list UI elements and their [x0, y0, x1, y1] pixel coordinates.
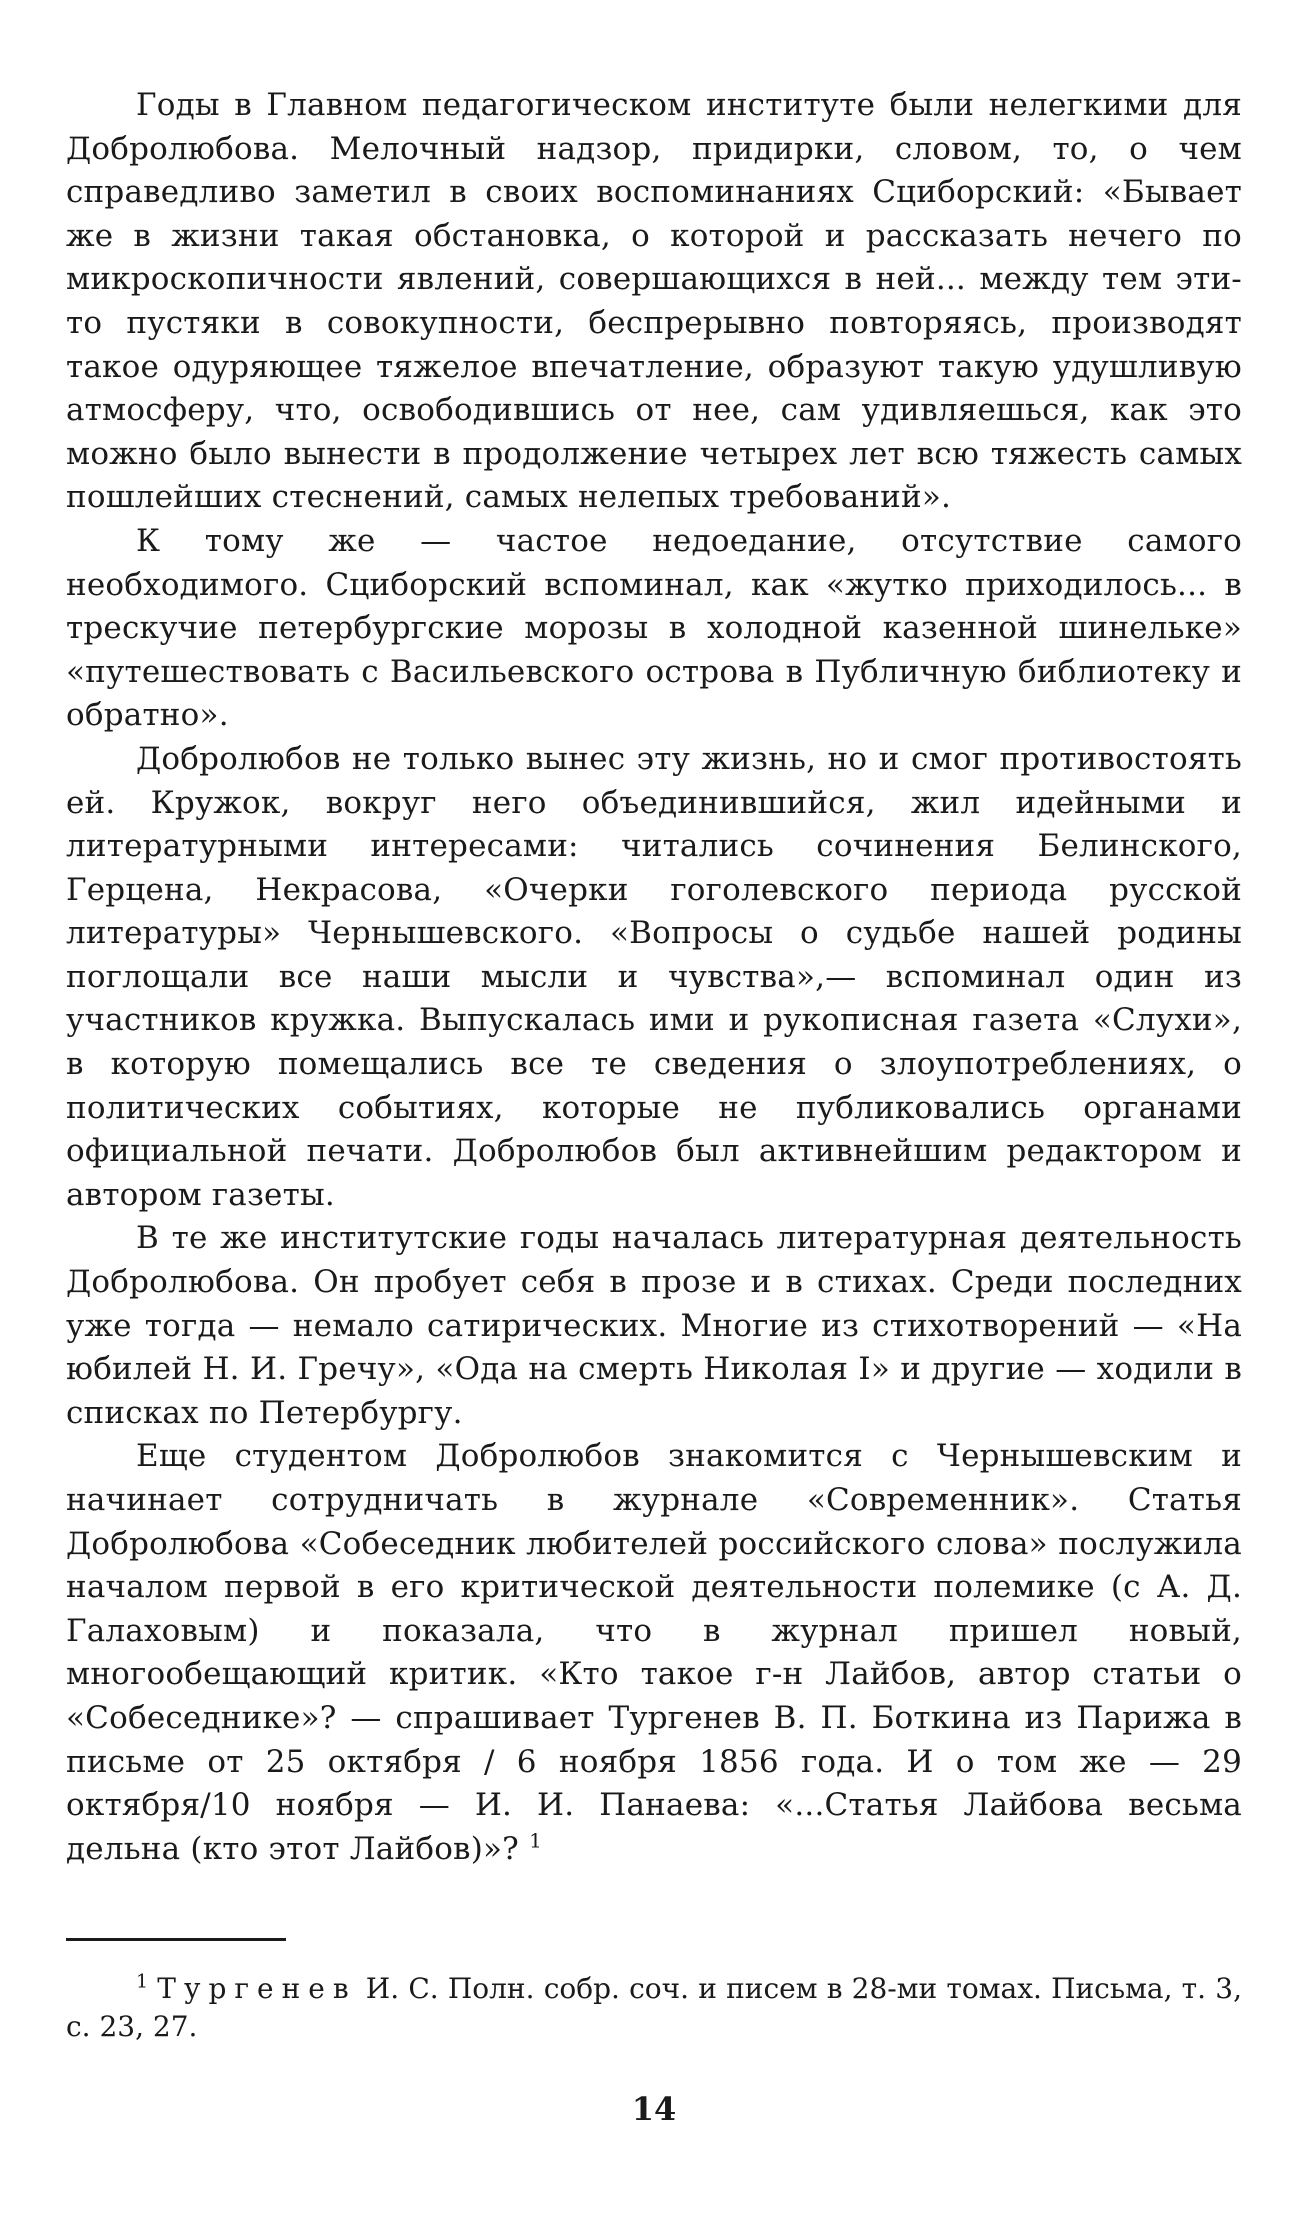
footnote-number: 1: [136, 1970, 149, 1993]
footnote: [66, 1970, 1242, 2046]
paragraph-3: Добролюбов не только вынес эту жизнь, но и смог противостоять ей. Кружок, вокруг него объединившийся, жил идейными и литературными интересами: читались сочинения Белинского, Герцена, Некрасова, «Очерки гоголевского периода русской литературы» Чернышевского. «Вопросы о судьбе нашей родины поглощали все наши мысли и чувства»,— вспоминал один из участников кружка. Выпускалась ими и рукописная газета «Слухи», в которую помещались все те сведения о злоупотреблениях, о политических событиях, которые не публиковались органами официальной печати. Добролюбов был активнейшим редактором и автором газеты.: [66, 740, 1242, 1213]
footnote-divider: [66, 1938, 286, 1941]
page-number: 14: [631, 2090, 677, 2128]
footnote-text: И. С. Полн. собр. соч. и писем в 28-ми томах. Письма, т. 3, с. 23, 27.: [66, 1972, 1242, 2043]
footnote-reference[interactable]: 1: [529, 1828, 542, 1853]
paragraph-5-text: Еще студентом Добролюбов знакомится с Чернышевским и начинает сотрудничать в журнале «Современник». Статья Добролюбова «Собеседник любителей российского слова» послужила началом первой в его критической деятельности полемике (с А. Д. Галаховым) и показала, что в журнал пришел новый, многообещающий критик. «Кто такое г-н Лайбов, автор статьи о «Собеседнике»? — спрашивает Тургенев В. П. Боткина из Парижа в письме от 25 октября / 6 ноября 1856 года. И о том же — 29 октября/10 ноября — И. И. Панаева: «...Статья Лайбова весьма дельна (кто этот Лайбов)»?: [66, 1438, 1242, 1867]
paragraph-1: Годы в Главном педагогическом институте были нелегкими для Добролюбова. Мелочный надзор, придирки, словом, то, о чем справедливо заметил в своих воспоминаниях Сциборский: «Бывает же в жизни такая обстановка, о которой и рассказать нечего по микроскопичности явлений, совершающихся в ней... между тем эти-то пустяки в совокупности, беспрерывно повторяясь, производят такое одуряющее тяжелое впечатление, образуют такую удушливую атмосферу, что, освободившись от нее, сам удивляешься, как это можно было вынести в продолжение четырех лет всю тяжесть самых пошлейших стеснений, самых нелепых требований».: [66, 87, 1242, 516]
paragraph-5: [66, 1435, 1242, 1871]
paragraph-2: К тому же — частое недоедание, отсутствие самого необходимого. Сциборский вспоминал, как «жутко приходилось... в трескучие петербургские морозы в холодной казенной шинельке» «путешествовать с Васильевского острова в Публичную библиотеку и обратно».: [66, 522, 1242, 734]
paragraph-4: В те же институтские годы началась литературная деятельность Добролюбова. Он пробует себя в прозе и в стихах. Среди последних уже тогда — немало сатирических. Многие из стихотворений — «На юбилей Н. И. Гречу», «Ода на смерть Николая I» и другие — ходили в списках по Петербургу.: [66, 1220, 1242, 1431]
main-text: [66, 84, 1242, 1871]
footnote-author: Тургенев: [157, 1972, 357, 2005]
